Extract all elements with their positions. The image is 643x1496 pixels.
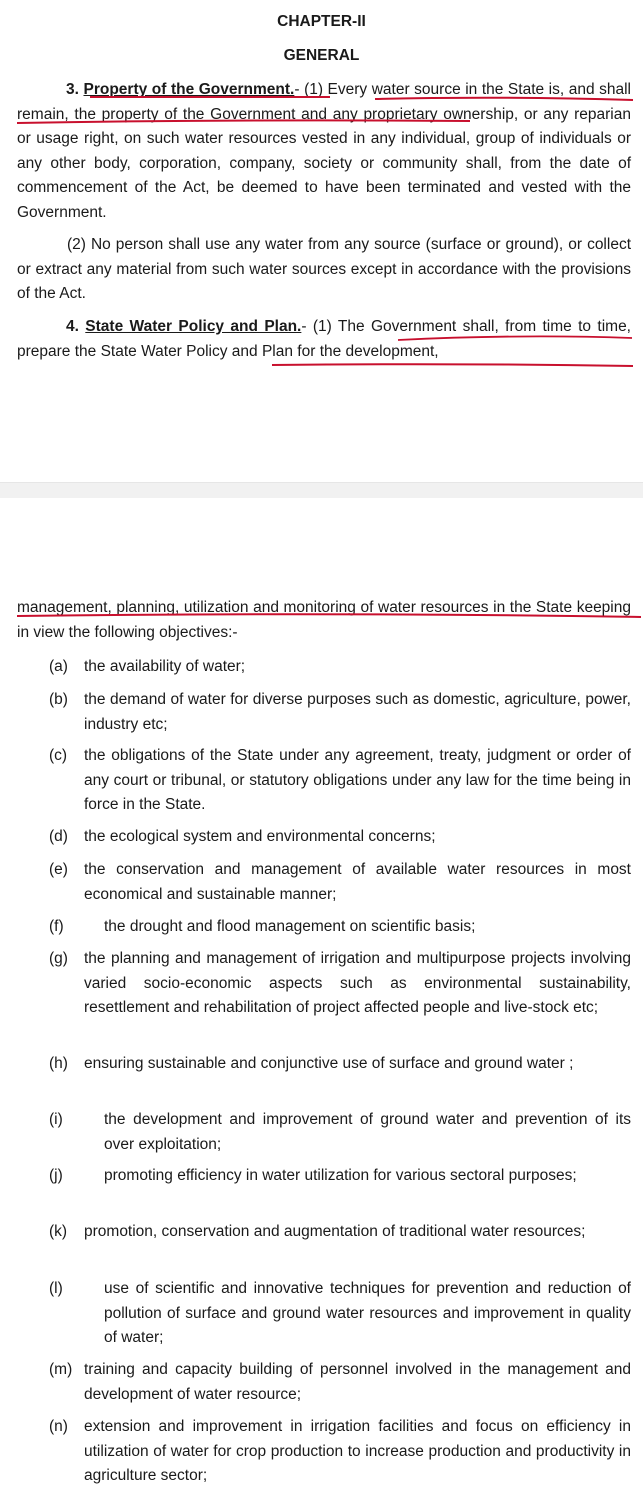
objective-label: (b) bbox=[49, 691, 68, 708]
objective-item bbox=[49, 858, 631, 907]
objective-label: (i) bbox=[49, 1111, 63, 1128]
objective-text: the demand of water for diverse purposes such as domestic, agriculture, power, industry etc; bbox=[84, 691, 631, 733]
objective-label: (g) bbox=[49, 950, 68, 967]
general-heading: GENERAL bbox=[283, 47, 360, 64]
objective-label: (h) bbox=[49, 1055, 68, 1072]
section-3-para-1: 3. Property of the Government.- (1) Every water source in the State is, and shall remain, the property of the Government and any proprietary ownership, or any reparian or usage right, on such water resources vested in any individual, group of individuals or any other body, corporation, company, society or community shall, from the date of commencement of the Act, be deemed to have been terminated and vested with the Government. bbox=[17, 81, 631, 221]
objective-text: training and capacity building of personnel involved in the management and development of water resource; bbox=[84, 1361, 631, 1403]
section-3-title: Property of the Government. bbox=[83, 81, 295, 98]
objective-label: (l) bbox=[49, 1280, 63, 1297]
objective-item bbox=[49, 825, 631, 850]
objective-item bbox=[49, 947, 631, 1021]
objective-item bbox=[49, 1108, 631, 1157]
section-4-clause-1-continued: management, planning, utilization and monitoring of water resources in the State keeping in view the following objectives:- bbox=[17, 599, 631, 641]
section-3-clause-2: (2) No person shall use any water from any source (surface or ground), or collect or extract any material from such water sources except in accordance with the provisions of the Act. bbox=[17, 236, 631, 302]
objective-text: the conservation and management of available water resources in most economical and sustainable manner; bbox=[84, 861, 631, 903]
objective-item bbox=[49, 1415, 631, 1489]
chapter-heading: CHAPTER-II bbox=[277, 13, 366, 30]
objective-label: (f) bbox=[49, 918, 64, 935]
objective-label: (d) bbox=[49, 828, 68, 845]
objective-text: the availability of water; bbox=[84, 658, 246, 675]
objective-label: (j) bbox=[49, 1167, 63, 1184]
objective-text: promotion, conservation and augmentation of traditional water resources; bbox=[84, 1223, 586, 1240]
objective-label: (c) bbox=[49, 747, 68, 764]
objective-text: the development and improvement of ground water and prevention of its over exploitation; bbox=[104, 1111, 631, 1153]
section-3-clause-1: (1) Every water source in the State is, and shall remain, the property of the Government and any proprietary ownership, or any reparian or usage right, on such water resources vested in any individual, group of individuals or any other body, corporation, company, society or community shall, from the date of commencement of the Act, be deemed to have been terminated and vested with the Government. bbox=[17, 81, 631, 221]
objective-label: (a) bbox=[49, 658, 68, 675]
objective-text: ensuring sustainable and conjunctive use of surface and ground water ; bbox=[84, 1055, 574, 1072]
objective-label: (e) bbox=[49, 861, 68, 878]
objective-item bbox=[49, 915, 631, 940]
objective-item bbox=[49, 1220, 631, 1245]
objective-item bbox=[49, 1164, 631, 1189]
section-4-para-1: 4. State Water Policy and Plan.- (1) The Government shall, from time to time, prepare the State Water Policy and Plan for the development, bbox=[17, 318, 631, 360]
section-4-number: 4. bbox=[66, 318, 79, 335]
objective-text: use of scientific and innovative techniques for prevention and reduction of pollution of surface and ground water resources and improvement in quality of water; bbox=[104, 1280, 631, 1346]
section-3-para-2 bbox=[17, 233, 631, 307]
objective-text: the drought and flood management on scientific basis; bbox=[104, 918, 476, 935]
document-page-1 bbox=[0, 0, 643, 482]
objective-text: the planning and management of irrigation and multipurpose projects involving varied socio-economic aspects such as environmental sustainability, resettlement and rehabilitation of project affected people and live-stock etc; bbox=[84, 950, 631, 1016]
section-3-number: 3. bbox=[66, 81, 79, 98]
objective-text: the obligations of the State under any agreement, treaty, judgment or order of any court or tribunal, or statutory obligations under any law for the time being in force in the State. bbox=[84, 747, 631, 813]
section-4-clause-1-start: (1) The Government shall, from time to time, prepare the State Water Policy and Plan for the development, bbox=[17, 318, 631, 360]
objective-item bbox=[49, 655, 631, 680]
section-4-title: State Water Policy and Plan. bbox=[85, 318, 302, 335]
objective-item bbox=[49, 744, 631, 818]
objective-text: extension and improvement in irrigation facilities and focus on efficiency in utilization of water for crop production to increase production and productivity in agriculture sector; bbox=[84, 1418, 631, 1484]
objective-text: promoting efficiency in water utilization for various sectoral purposes; bbox=[104, 1167, 577, 1184]
objective-text: the ecological system and environmental concerns; bbox=[84, 828, 436, 845]
objective-item bbox=[49, 1052, 631, 1077]
objective-label: (m) bbox=[49, 1361, 73, 1378]
objective-item bbox=[49, 688, 631, 737]
objective-item bbox=[49, 1358, 631, 1407]
objective-item bbox=[49, 1277, 631, 1351]
objective-label: (n) bbox=[49, 1418, 68, 1435]
objective-label: (k) bbox=[49, 1223, 68, 1240]
